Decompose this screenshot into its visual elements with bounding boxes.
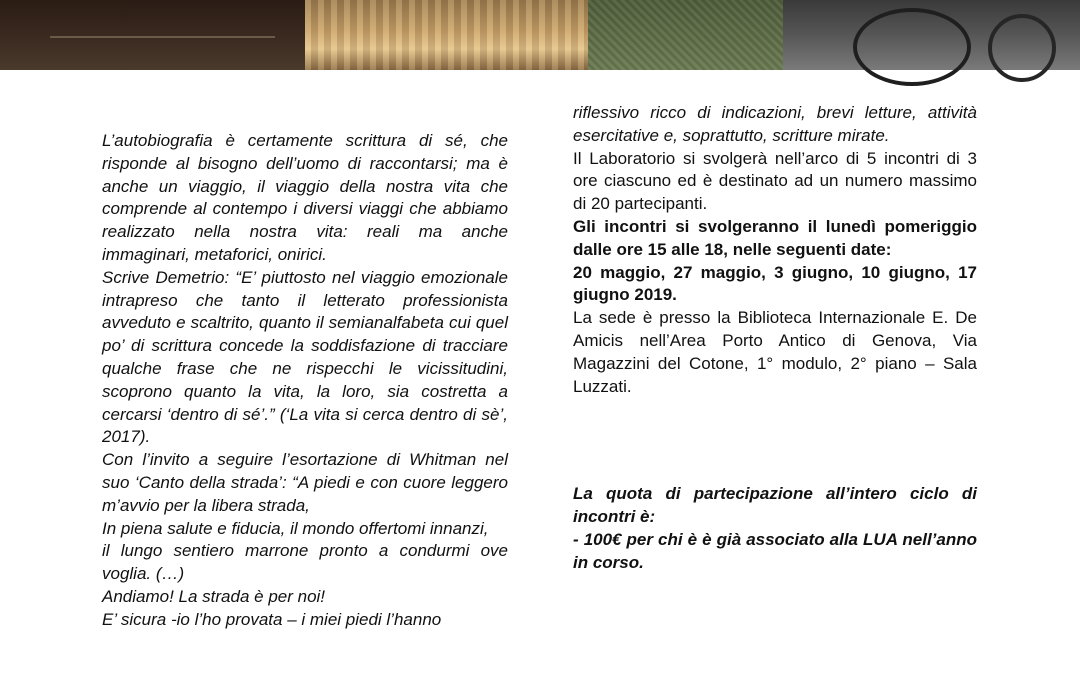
right-column (573, 102, 977, 575)
poem-line: E’ sicura -io l’ho provata – i miei piedi l’hanno (102, 609, 442, 629)
paragraph-whitman-invite: Con l’invito a seguire l’esortazione di Whitman nel suo ‘Canto della strada’: “A piedi e con cuore leggero m’avvio per la libera strada, (102, 450, 508, 515)
banner-photo-lights (305, 0, 588, 70)
left-column (102, 130, 508, 632)
paragraph-schedule: Gli incontri si svolgeranno il lunedì pomeriggio dalle ore 15 alle 18, nelle seguenti date: (573, 216, 977, 259)
paragraph-lab-info: Il Laboratorio si svolgerà nell’arco di 5 incontri di 3 ore ciascuno ed è destinato ad un numero massimo di 20 partecipanti. (573, 148, 977, 214)
banner-photo-bicycle (783, 0, 1080, 70)
paragraph-dates: 20 maggio, 27 maggio, 3 giugno, 10 giugno, 17 giugno 2019. (573, 262, 977, 305)
poem-line: Andiamo! La strada è per noi! (102, 586, 326, 606)
poem-line: In piena salute e fiducia, il mondo offertomi innanzi, (102, 518, 489, 538)
paragraph-demetrio-quote: Scrive Demetrio: “E’ piuttosto nel viaggio emozionale intrapreso che tanto il letterato professionista avveduto e scaltrito, quanto il semianalfabeta cui quel po’ di scrittura concede la soddisfazione di tracciare qualche frase che ne rispecchi le vicissitudini, scoprono quanto la vita, la loro, sia costretta a cercarsi ‘dentro di sé’.” (‘La vita si cerca dentro di sè’, 2017). (102, 267, 508, 447)
poem-line: il lungo sentiero marrone pronto a condurmi ove voglia. (…) (102, 541, 508, 584)
paragraph-autobiography: L’autobiografia è certamente scrittura di sé, che risponde al bisogno dell’uomo di raccontarsi; ma è anche un viaggio, il viaggio della nostra vita che comprende al contempo i diversi viaggi che abbiamo realizzato nella nostra vita: reali ma anche immaginari, metaforici, onirici. (102, 131, 508, 264)
banner-photo-dark (0, 0, 305, 70)
paragraph-intro: riflessivo ricco di indicazioni, brevi letture, attività esercitative e, soprattutto, scritture mirate. (573, 103, 977, 145)
fee-item: - 100€ per chi è è già associato alla LUA nell’anno in corso. (573, 529, 977, 572)
spacer (573, 398, 977, 483)
fee-heading: La quota di partecipazione all’intero ciclo di incontri è: (573, 484, 977, 527)
header-banner (0, 0, 1080, 70)
banner-photo-grass (588, 0, 783, 70)
paragraph-venue: La sede è presso la Biblioteca Internazionale E. De Amicis nell’Area Porto Antico di Genova, Via Magazzini del Cotone, 1° modulo, 2° piano – Sala Luzzati. (573, 308, 977, 396)
